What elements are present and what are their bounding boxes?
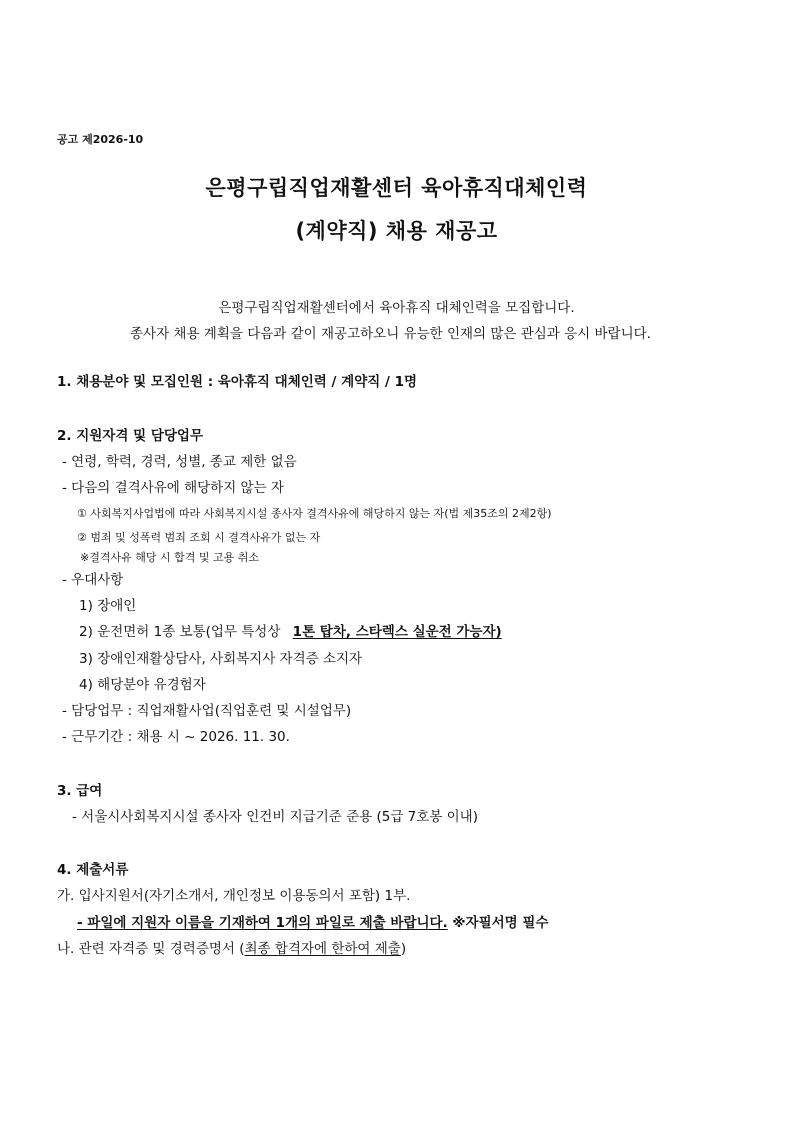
preference-heading: - 우대사항 [62,572,124,588]
section2-heading: 2. 지원자격 및 담당업무 [57,428,203,444]
intro-line2: 종사자 채용 계획을 다음과 같이 재공고하오니 유능한 인재의 많은 관심과 응시 바랍니다. [130,326,651,342]
document-item-ga: 가. 입사지원서(자기소개서, 개인정보 이용동의서 포함) 1부. [57,888,411,904]
document-item-na-close: ) [400,941,407,957]
preference-item-1: 1) 장애인 [79,598,137,614]
disqualification-item-2: ② 범죄 및 성폭력 범죄 조회 시 결격사유가 없는 자 [77,531,321,544]
document-item-na-text: 나. 관련 자격증 및 경력증명서 ( [57,941,245,957]
section3-heading: 3. 급여 [57,783,103,799]
document-title-line2: (계약직) 채용 재공고 [295,219,498,243]
salary-standard: - 서울시사회복지시설 종사자 인건비 지급기준 준용 (5급 7호봉 이내) [72,809,478,825]
intro-line1: 은평구립직업재활센터에서 육아휴직 대체인력을 모집합니다. [218,300,575,316]
notice-number: 공고 제2026-10 [57,133,144,146]
final-candidate-note: 최종 합격자에 한하여 제출 [244,941,401,957]
qualification-disqualification: - 다음의 결격사유에 해당하지 않는 자 [62,480,284,496]
document-item-na [57,937,406,957]
preference-item-3: 3) 장애인재활상담사, 사회복지사 자격증 소지자 [79,651,363,667]
preference-item-4: 4) 해당분야 유경험자 [79,677,206,693]
document-item-ga-note [77,911,549,931]
file-submission-instruction: - 파일에 지원자 이름을 기재하여 1개의 파일로 제출 바랍니다. [77,915,448,931]
preference-item-2 [79,620,502,640]
duty-description: - 담당업무 : 직업재활사업(직업훈련 및 시설업무) [62,703,352,719]
section4-heading: 4. 제출서류 [57,862,129,878]
disqualification-item-1: ① 사회복지사업법에 따라 사회복지시설 종사자 결격사유에 해당하지 않는 자(법 제35조의 2제2항) [77,507,552,520]
preference-item-2-text: 2) 운전면허 1종 보통(업무 특성상 [79,624,285,640]
qualification-no-restriction: - 연령, 학력, 경력, 성별, 종교 제한 없음 [62,454,297,470]
disqualification-note: ※결격사유 해당 시 합격 및 고용 취소 [80,551,259,564]
section1-heading: 1. 채용분야 및 모집인원 : 육아휴직 대체인력 / 계약직 / 1명 [57,374,418,390]
document-title-line1: 은평구립직업재활센터 육아휴직대체인력 [205,176,588,200]
signature-required-note: ※자필서명 필수 [447,915,549,931]
work-period: - 근무기간 : 채용 시 ~ 2026. 11. 30. [62,729,290,745]
preference-item-2-emphasis: 1톤 탑차, 스타렉스 실운전 가능자) [292,624,502,640]
